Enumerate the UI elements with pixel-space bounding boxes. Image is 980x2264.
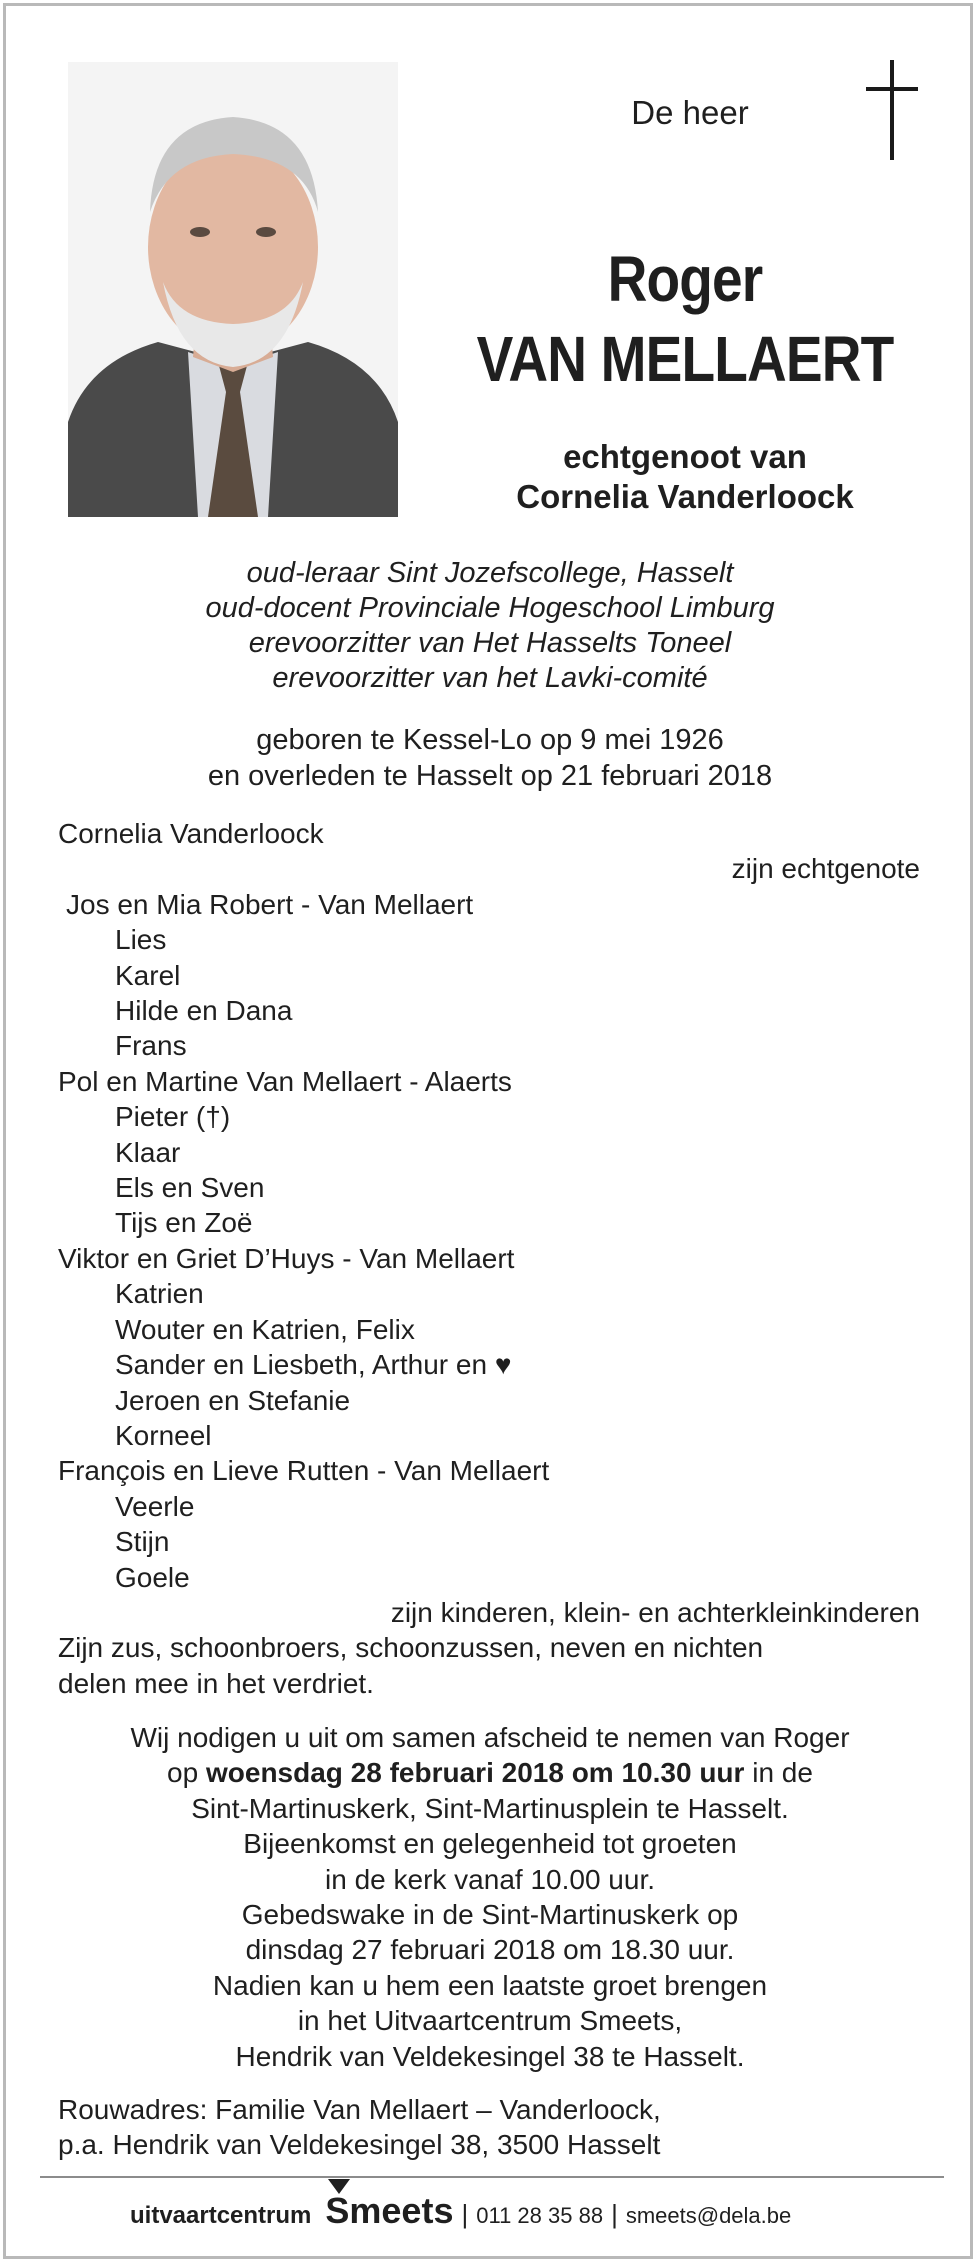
deceased-last-name: VAN MELLAERT	[476, 323, 894, 395]
footer-separator: |	[461, 2199, 469, 2229]
ceremony-line: Wij nodigen u uit om samen afscheid te nemen van Roger	[130, 1722, 850, 1753]
family-group-head: Jos en Mia Robert - Van Mellaert	[66, 888, 474, 920]
family-group-head: François en Lieve Rutten - Van Mellaert	[58, 1455, 550, 1487]
family-spouse-role: zijn echtgenote	[731, 853, 920, 885]
family-member: Lies	[115, 924, 167, 956]
address-line: Rouwadres: Familie Van Mellaert – Vanderloock,	[58, 2094, 661, 2125]
ceremony-line: in de kerk vanaf 10.00 uur.	[325, 1863, 655, 1895]
ceremony-line: Bijeenkomst en gelegenheid tot groeten	[243, 1828, 737, 1860]
ceremony-text: in de	[744, 1757, 813, 1789]
death-line: en overleden te Hasselt op 21 februari 2018	[207, 760, 773, 792]
salutation: De heer	[631, 94, 749, 131]
ceremony-line: Gebedswake in de Sint-Martinuskerk op	[241, 1899, 739, 1931]
footer-separator: |	[611, 2199, 618, 2229]
dates-block	[60, 722, 920, 794]
family-list	[58, 816, 920, 1701]
family-member: Els en Sven	[115, 1172, 265, 1204]
deceased-first-name: Roger	[607, 243, 763, 315]
footer-phone: 011 28 35 88	[476, 2203, 604, 2228]
family-member: Klaar	[115, 1136, 181, 1168]
spouse-name: Cornelia Vanderloock	[516, 478, 854, 515]
title-line: erevoorzitter van Het Hasselts Toneel	[248, 627, 732, 659]
family-member: Jeroen en Stefanie	[115, 1384, 351, 1416]
ceremony-datetime: woensdag 28 februari 2018 om 10.30 uur	[205, 1757, 745, 1789]
family-member: Pieter (†)	[115, 1101, 231, 1133]
portrait-photo	[68, 62, 398, 517]
ceremony-block	[60, 1720, 920, 2074]
family-siblings-closing: delen mee in het verdriet.	[58, 1667, 374, 1699]
family-member: Veerle	[115, 1490, 195, 1522]
family-member: Goele	[115, 1561, 190, 1593]
ceremony-line	[60, 1755, 920, 1790]
family-member: Stijn	[115, 1526, 170, 1558]
footer-email: smeets@dela.be	[625, 2203, 792, 2228]
birth-line: geboren te Kessel-Lo op 9 mei 1926	[256, 724, 724, 756]
title-line: oud-docent Provinciale Hogeschool Limburg	[205, 592, 775, 624]
family-children-role: zijn kinderen, klein- en achterkleinkinderen	[390, 1596, 920, 1628]
brand-prefix: uitvaartcentrum	[130, 2202, 312, 2229]
family-member: Katrien	[115, 1278, 204, 1310]
family-member: Frans	[115, 1030, 187, 1062]
footer-divider	[40, 2176, 944, 2178]
mourning-address	[58, 2092, 920, 2163]
ceremony-line: Sint-Martinuskerk, Sint-Martinusplein te Hasselt.	[191, 1792, 789, 1824]
cross-icon	[862, 60, 922, 160]
family-member: Karel	[115, 959, 181, 991]
titles-block	[60, 556, 920, 696]
family-member: Tijs en Zoë	[115, 1207, 253, 1239]
address-line: p.a. Hendrik van Veldekesingel 38, 3500 Hasselt	[58, 2129, 661, 2161]
ceremony-line: dinsdag 27 februari 2018 om 18.30 uur.	[245, 1934, 735, 1966]
ceremony-line: Nadien kan u hem een laatste groet brengen	[212, 1969, 768, 2001]
brand-name: Smeets	[325, 2190, 454, 2231]
ceremony-line: Hendrik van Veldekesingel 38 te Hasselt.	[235, 2040, 745, 2072]
family-spouse: Cornelia Vanderloock	[58, 818, 324, 849]
family-member: Hilde en Dana	[115, 995, 293, 1027]
title-line: oud-leraar Sint Jozefscollege, Hasselt	[246, 557, 734, 589]
family-member: Wouter en Katrien, Felix	[115, 1313, 415, 1345]
family-siblings: Zijn zus, schoonbroers, schoonzussen, neven en nichten	[58, 1632, 764, 1664]
title-line: erevoorzitter van het Lavki-comité	[272, 662, 708, 694]
ceremony-text: op	[167, 1757, 206, 1789]
ceremony-line: in het Uitvaartcentrum Smeets,	[297, 2005, 683, 2037]
family-group-head: Viktor en Griet D’Huys - Van Mellaert	[58, 1242, 515, 1274]
footer	[130, 2190, 950, 2250]
spouse-intro: echtgenoot van	[563, 438, 807, 475]
family-group-head: Pol en Martine Van Mellaert - Alaerts	[58, 1065, 512, 1097]
family-member: Korneel	[115, 1419, 212, 1451]
family-member: Sander en Liesbeth, Arthur en ♥	[115, 1349, 512, 1381]
